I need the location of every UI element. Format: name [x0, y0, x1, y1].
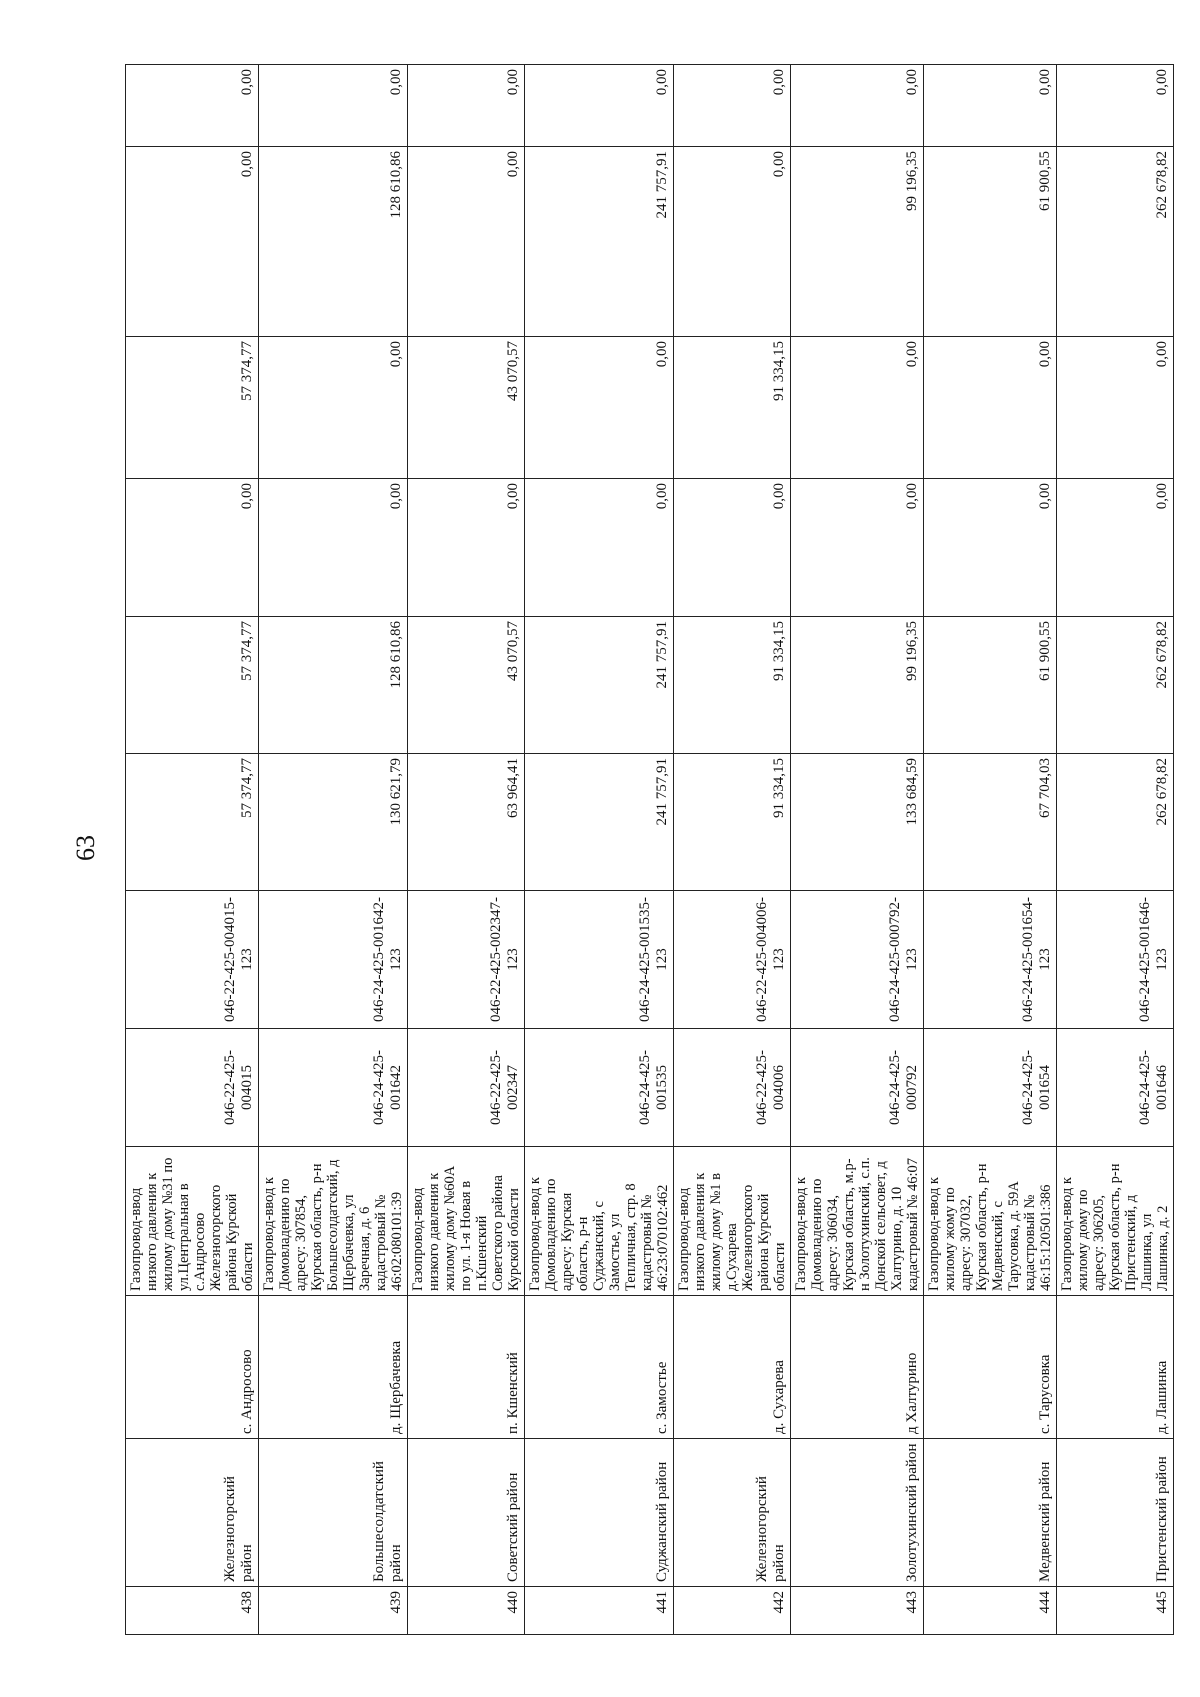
object-description-cell: Газопровод-ввод низкого давления к жилому дому №31 по ул.Центральная в с.Андросово Железногорского района Курской области	[126, 1147, 259, 1296]
amount-3-cell: 0,00	[791, 479, 924, 617]
row-number: 445	[1057, 1587, 1174, 1635]
amount-4-cell: 0,00	[525, 337, 674, 479]
amount-2-cell: 241 757,91	[525, 617, 674, 754]
table-row	[259, 65, 408, 1635]
district-cell: Медвенский район	[924, 1439, 1057, 1587]
amount-3-cell: 0,00	[1057, 479, 1174, 617]
amount-6-cell: 0,00	[674, 65, 791, 147]
amount-6-cell: 0,00	[126, 65, 259, 147]
settlement-cell: п. Кшенский	[408, 1296, 525, 1439]
amount-1-cell: 91 334,15	[674, 754, 791, 891]
table-row	[525, 65, 674, 1635]
object-description-cell: Газопровод-ввод к Домовладению по адресу: 307854, Курская область, р-н Большесолдатский, д Щербачевка, ул Заречная, д. 6 кадастровый № 46:02:080101:39	[259, 1147, 408, 1296]
object-code-cell: 046-24-425-001642	[259, 1029, 408, 1147]
amount-5-cell: 0,00	[408, 147, 525, 337]
amount-1-cell: 262 678,82	[1057, 754, 1174, 891]
amount-2-cell: 99 196,35	[791, 617, 924, 754]
row-number: 442	[674, 1587, 791, 1635]
amount-5-cell: 262 678,82	[1057, 147, 1174, 337]
table-row	[674, 65, 791, 1635]
contract-code-cell: 046-24-425-001642-123	[259, 891, 408, 1029]
amount-1-cell: 241 757,91	[525, 754, 674, 891]
object-code-cell: 046-24-425-001654	[924, 1029, 1057, 1147]
contract-code-cell: 046-22-425-004015-123	[126, 891, 259, 1029]
amount-3-cell: 0,00	[126, 479, 259, 617]
district-cell: Суджанский район	[525, 1439, 674, 1587]
table-body	[126, 65, 1174, 1635]
table-row	[126, 65, 259, 1635]
table-row	[408, 65, 525, 1635]
district-cell: Большесолдатский район	[259, 1439, 408, 1587]
amount-4-cell: 0,00	[1057, 337, 1174, 479]
amount-4-cell: 91 334,15	[674, 337, 791, 479]
object-description-cell: Газопровод-ввод к жилому жому по адресу: 307032, Курская область, р-н Медвенский, с Тарусовка, д. 59А кадастровый № 46:15:120501:386	[924, 1147, 1057, 1296]
table-row	[924, 65, 1057, 1635]
amount-6-cell: 0,00	[408, 65, 525, 147]
amount-5-cell: 99 196,35	[791, 147, 924, 337]
amount-4-cell: 0,00	[791, 337, 924, 479]
settlement-cell: д. Сухарева	[674, 1296, 791, 1439]
amount-1-cell: 63 964,41	[408, 754, 525, 891]
object-code-cell: 046-22-425-002347	[408, 1029, 525, 1147]
settlement-cell: д Халтурино	[791, 1296, 924, 1439]
amount-5-cell: 0,00	[126, 147, 259, 337]
settlement-cell: с. Замостье	[525, 1296, 674, 1439]
contract-code-cell: 046-24-425-001654-123	[924, 891, 1057, 1029]
amount-2-cell: 61 900,55	[924, 617, 1057, 754]
amount-3-cell: 0,00	[525, 479, 674, 617]
object-code-cell: 046-22-425-004006	[674, 1029, 791, 1147]
district-cell: Советский район	[408, 1439, 525, 1587]
amount-4-cell: 0,00	[924, 337, 1057, 479]
settlement-cell: д. Лашинка	[1057, 1296, 1174, 1439]
amount-2-cell: 128 610,86	[259, 617, 408, 754]
amount-1-cell: 133 684,59	[791, 754, 924, 891]
amount-6-cell: 0,00	[924, 65, 1057, 147]
row-number: 439	[259, 1587, 408, 1635]
amount-1-cell: 130 621,79	[259, 754, 408, 891]
table-row	[791, 65, 924, 1635]
amount-3-cell: 0,00	[408, 479, 525, 617]
amount-6-cell: 0,00	[1057, 65, 1174, 147]
row-number: 441	[525, 1587, 674, 1635]
contract-code-cell: 046-22-425-004006-123	[674, 891, 791, 1029]
amount-2-cell: 262 678,82	[1057, 617, 1174, 754]
object-code-cell: 046-24-425-001535	[525, 1029, 674, 1147]
district-cell: Железногорский район	[674, 1439, 791, 1587]
contract-code-cell: 046-22-425-002347-123	[408, 891, 525, 1029]
settlement-cell: д. Щербачевка	[259, 1296, 408, 1439]
gas-pipeline-table	[125, 64, 1174, 1635]
table-row	[1057, 65, 1174, 1635]
district-cell: Золотухинский район	[791, 1439, 924, 1587]
district-cell: Железногорский район	[126, 1439, 259, 1587]
amount-3-cell: 0,00	[674, 479, 791, 617]
settlement-cell: с. Тарусовка	[924, 1296, 1057, 1439]
settlement-cell: с. Андросово	[126, 1296, 259, 1439]
row-number: 443	[791, 1587, 924, 1635]
amount-5-cell: 128 610,86	[259, 147, 408, 337]
object-description-cell: Газопровод-ввод к Домовладению по адресу: 306034, Курская область, м.р-н Золотухинский, с.п. Донской сельсовет, д Халтурино, д. 10 кадастровый № 46:07	[791, 1147, 924, 1296]
amount-6-cell: 0,00	[525, 65, 674, 147]
amount-4-cell: 57 374,77	[126, 337, 259, 479]
object-code-cell: 046-24-425-000792	[791, 1029, 924, 1147]
amount-3-cell: 0,00	[924, 479, 1057, 617]
row-number: 438	[126, 1587, 259, 1635]
object-description-cell: Газопровод-ввод низкого давления к жилому дому №1 в д.Сухарева Железногорского района Курской области	[674, 1147, 791, 1296]
row-number: 444	[924, 1587, 1057, 1635]
amount-6-cell: 0,00	[259, 65, 408, 147]
row-number: 440	[408, 1587, 525, 1635]
page-number: 63	[71, 835, 100, 861]
amount-6-cell: 0,00	[791, 65, 924, 147]
amount-5-cell: 61 900,55	[924, 147, 1057, 337]
amount-5-cell: 241 757,91	[525, 147, 674, 337]
amount-4-cell: 43 070,57	[408, 337, 525, 479]
amount-2-cell: 57 374,77	[126, 617, 259, 754]
object-code-cell: 046-22-425-004015	[126, 1029, 259, 1147]
amount-1-cell: 67 704,03	[924, 754, 1057, 891]
district-cell: Пристенский район	[1057, 1439, 1174, 1587]
object-code-cell: 046-24-425-001646	[1057, 1029, 1174, 1147]
object-description-cell: Газопровод-ввод к жилому дому по адресу: 306205, Курская область, р-н Пристенский, д Лашинка, ул Лашинка, д. 2	[1057, 1147, 1174, 1296]
amount-2-cell: 91 334,15	[674, 617, 791, 754]
amount-3-cell: 0,00	[259, 479, 408, 617]
rotated-table-wrapper	[125, 65, 1171, 1635]
amount-5-cell: 0,00	[674, 147, 791, 337]
amount-4-cell: 0,00	[259, 337, 408, 479]
contract-code-cell: 046-24-425-000792-123	[791, 891, 924, 1029]
amount-1-cell: 57 374,77	[126, 754, 259, 891]
object-description-cell: Газопровод-ввод к Домовладению по адресу: Курская область, р-н Суджанский, с Замостье, ул Тепличная, стр. 8 кадастровый № 46:23:070102:462	[525, 1147, 674, 1296]
amount-2-cell: 43 070,57	[408, 617, 525, 754]
contract-code-cell: 046-24-425-001535-123	[525, 891, 674, 1029]
object-description-cell: Газопровод-ввод низкого давления к жилому дому №60А по ул. 1-я Новая в п.Кшенский Советского района Курской области	[408, 1147, 525, 1296]
contract-code-cell: 046-24-425-001646-123	[1057, 891, 1174, 1029]
